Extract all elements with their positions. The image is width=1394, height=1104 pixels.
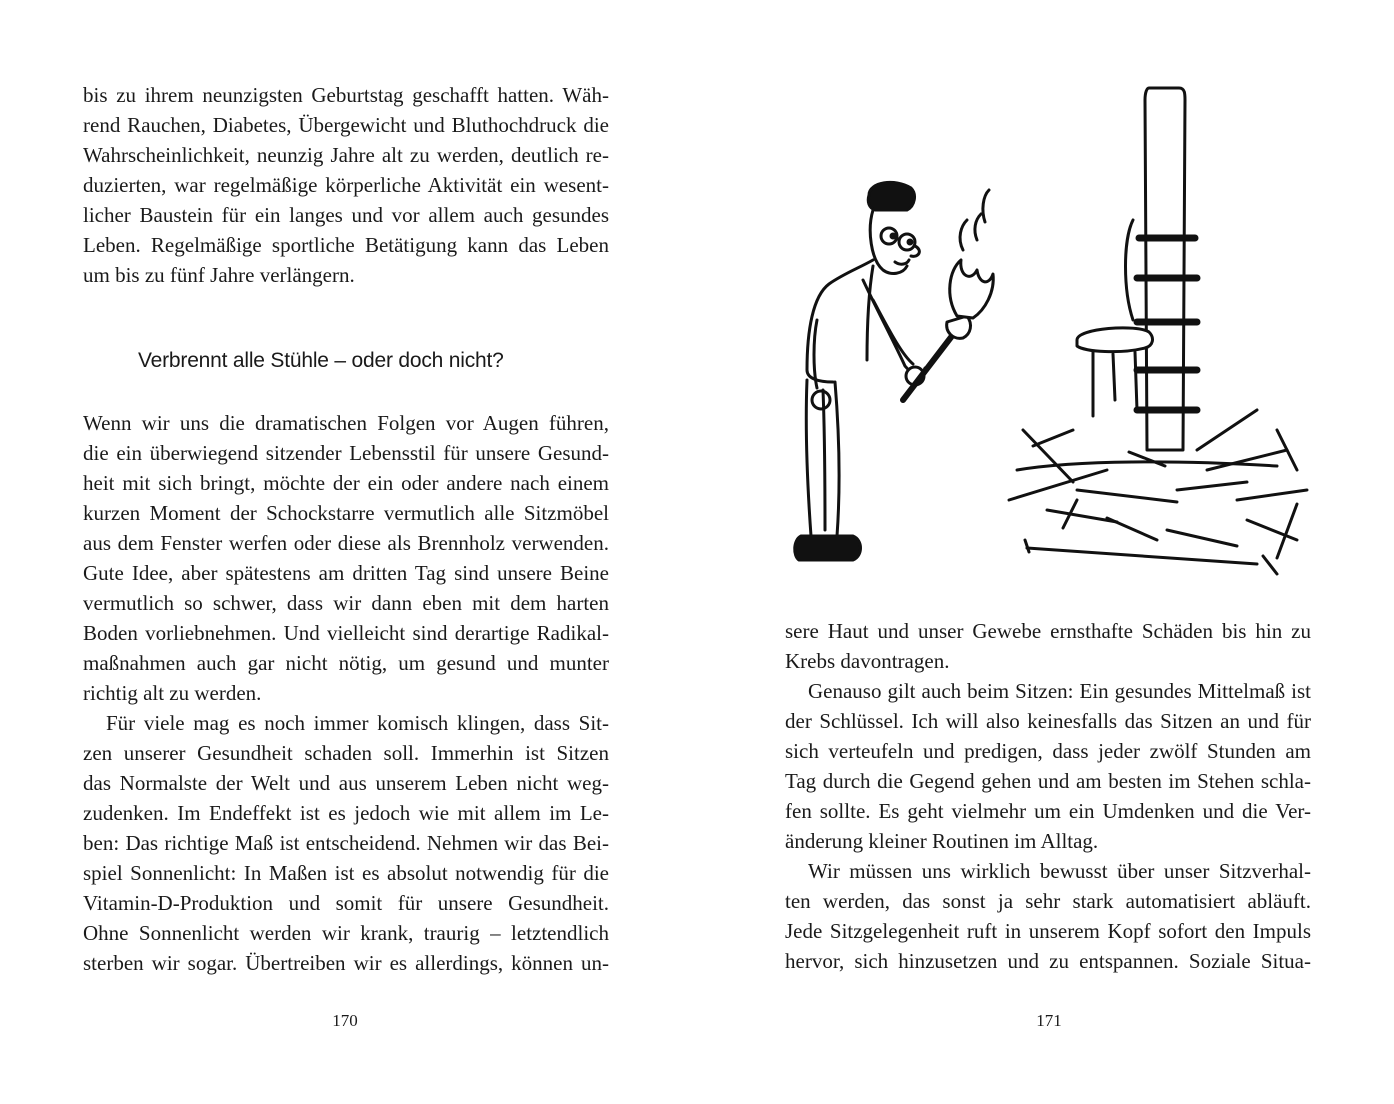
body-line: Wir müssen uns wirklich bewusst über unser Sitzverhal- — [808, 859, 1311, 883]
body-line: licher Baustein für ein langes und vor allem auch gesundes — [83, 203, 609, 227]
body-line: Für viele mag es noch immer komisch klingen, dass Sit- — [106, 711, 609, 735]
body-line: die ein überwiegend sitzender Lebensstil für unsere Gesund- — [83, 441, 609, 465]
body-line: Wenn wir uns die dramatischen Folgen vor Augen führen, — [83, 411, 609, 435]
body-line: heit mit sich bringt, möchte der ein oder andere nach einem — [83, 471, 609, 495]
body-line: Gute Idee, aber spätestens am dritten Tag sind unsere Beine — [83, 561, 609, 585]
body-line: rend Rauchen, Diabetes, Übergewicht und Bluthochdruck die — [83, 113, 609, 137]
right-page — [697, 0, 1394, 1104]
body-line: Ohne Sonnenlicht werden wir krank, traurig – letztendlich — [83, 921, 609, 945]
body-line: duzierten, war regelmäßige körperliche Aktivität ein wesent- — [83, 173, 609, 197]
body-line: maßnahmen auch gar nicht nötig, um gesund und munter — [83, 651, 609, 675]
body-line: richtig alt zu werden. — [83, 681, 262, 705]
body-line: sere Haut und unser Gewebe ernsthafte Schäden bis hin zu — [785, 619, 1311, 643]
body-line: bis zu ihrem neunzigsten Geburtstag geschafft hatten. Wäh- — [83, 83, 609, 107]
body-line: fen sollte. Es geht vielmehr um ein Umdenken und die Ver- — [785, 799, 1311, 823]
body-line: kurzen Moment der Schockstarre vermutlich alle Sitzmöbel — [83, 501, 609, 525]
page-number: 171 — [1036, 1011, 1062, 1030]
body-line: Krebs davontragen. — [785, 649, 950, 673]
body-line: änderung kleiner Routinen im Alltag. — [785, 829, 1099, 853]
body-line: zen unserer Gesundheit schaden soll. Immerhin ist Sitzen — [83, 741, 609, 765]
body-line: das Normalste der Welt und aus unserem Leben nicht weg- — [83, 771, 609, 795]
body-line: hervor, sich hinzusetzen und zu entspannen. Soziale Situa- — [785, 949, 1311, 973]
body-line: aus dem Fenster werfen oder diese als Brennholz verwenden. — [83, 531, 609, 555]
body-line: spiel Sonnenlicht: In Maßen ist es absolut notwendig für die — [83, 861, 609, 885]
body-line: zudenken. Im Endeffekt ist es jedoch wie mit allem im Le- — [83, 801, 609, 825]
body-line: Wahrscheinlichkeit, neunzig Jahre alt zu werden, deutlich re- — [83, 143, 609, 167]
man-figure — [795, 182, 925, 560]
section-heading: Verbrennt alle Stühle – oder doch nicht? — [138, 349, 504, 372]
body-line: ben: Das richtige Maß ist entscheidend. Nehmen wir das Bei- — [83, 831, 609, 855]
illustration-chair-burning — [777, 70, 1337, 590]
body-line: der Schlüssel. Ich will also keinesfalls das Sitzen an und für — [785, 709, 1311, 733]
body-line: um bis zu fünf Jahre verlängern. — [83, 263, 355, 287]
body-line: Leben. Regelmäßige sportliche Betätigung kann das Leben — [83, 233, 609, 257]
body-line: ten werden, das sonst ja sehr stark automatisiert abläuft. — [785, 889, 1311, 913]
body-line: Boden vorliebnehmen. Und vielleicht sind derartige Radikal- — [83, 621, 609, 645]
body-line: Jede Sitzgelegenheit ruft in unserem Kopf sofort den Impuls — [785, 919, 1311, 943]
body-line: vermutlich so schwer, dass wir dann eben mit dem harten — [83, 591, 609, 615]
page-number: 170 — [332, 1011, 358, 1030]
body-line: Tag durch die Gegend gehen und am besten im Stehen schla- — [785, 769, 1311, 793]
body-line: Vitamin-D-Produktion und somit für unsere Gesundheit. — [83, 891, 609, 915]
body-line: sich verteufeln und predigen, dass jeder zwölf Stunden am — [785, 739, 1311, 763]
body-line: Genauso gilt auch beim Sitzen: Ein gesundes Mittelmaß ist — [808, 679, 1311, 703]
body-line: sterben wir sogar. Übertreiben wir es allerdings, können un- — [83, 951, 609, 975]
